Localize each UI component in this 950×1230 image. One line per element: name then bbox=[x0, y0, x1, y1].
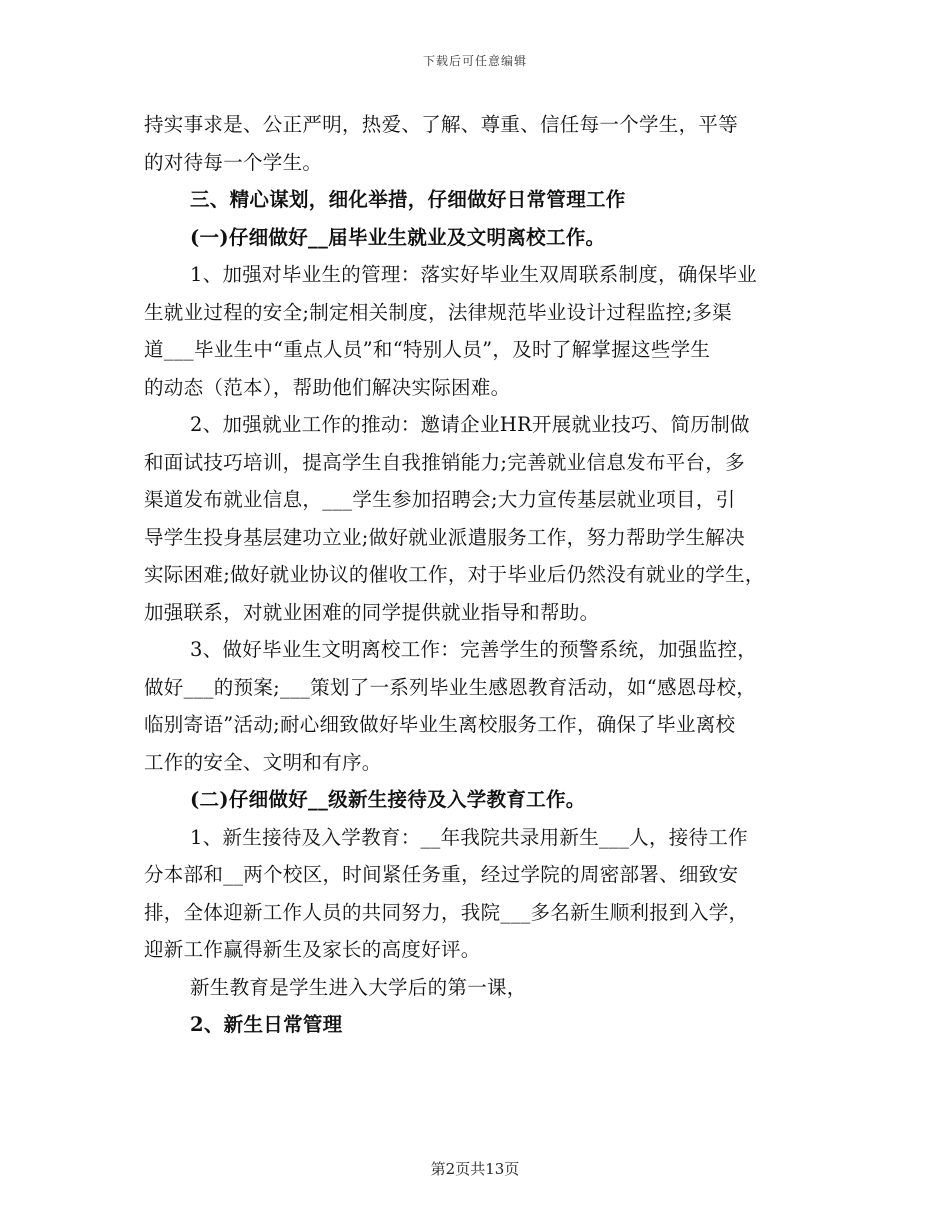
paragraph-start: 3、做好毕业生文明离校工作：完善学生的预警系统，加强监控， bbox=[190, 638, 758, 661]
body-line: 导学生投身基层建功立业;做好就业派遣服务工作，努力帮助学生解决 bbox=[144, 525, 745, 549]
document-body bbox=[144, 106, 820, 1044]
body-line: 迎新工作赢得新生及家长的高度好评。 bbox=[144, 938, 481, 961]
paragraph-start: 1、加强对毕业生的管理：落实好毕业生双周联系制度，确保毕业 bbox=[190, 263, 758, 286]
body-line: 和面试技巧培训，提高学生自我推销能力;完善就业信息发布平台，多 bbox=[144, 450, 745, 474]
section-heading: 三、精心谋划，细化举措，仔细做好日常管理工作 bbox=[190, 188, 626, 211]
subsection-heading: (二)仔细做好__级新生接待及入学教育工作。 bbox=[190, 788, 586, 811]
body-line: 的对待每一个学生。 bbox=[144, 150, 323, 174]
page-number: 第2页共13页 bbox=[430, 1160, 520, 1178]
body-line: 工作的安全、文明和有序。 bbox=[144, 750, 382, 774]
subsection-heading: (一)仔细做好__届毕业生就业及文明离校工作。 bbox=[190, 225, 606, 249]
page-header-note: 下载后可任意编辑 bbox=[422, 54, 527, 68]
subsection-heading: 2、新生日常管理 bbox=[190, 1013, 343, 1036]
body-line: 的动态（范本），帮助他们解决实际困难。 bbox=[144, 375, 511, 399]
body-line: 排，全体迎新工作人员的共同努力，我院___多名新生顺利报到入学， bbox=[144, 900, 749, 924]
paragraph-start: 2、加强就业工作的推动：邀请企业HR开展就业技巧、简历制做 bbox=[190, 413, 750, 436]
body-line: 渠道发布就业信息，___学生参加招聘会;大力宣传基层就业项目，引 bbox=[144, 488, 736, 511]
body-line: 临别寄语”活动;耐心细致做好毕业生离校服务工作，确保了毕业离校 bbox=[144, 713, 736, 736]
paragraph-start: 1、新生接待及入学教育：__年我院共录用新生___人，接待工作 bbox=[190, 825, 748, 849]
body-line: 实际困难;做好就业协议的催收工作，对于毕业后仍然没有就业的学生， bbox=[144, 563, 765, 586]
paragraph-start: 新生教育是学生进入大学后的第一课， bbox=[190, 975, 527, 999]
body-line: 生就业过程的安全;制定相关制度，法律规范毕业设计过程监控;多渠 bbox=[144, 300, 732, 324]
body-line: 持实事求是、公正严明，热爱、了解、尊重、信任每一个学生，平等 bbox=[144, 113, 739, 136]
body-line: 做好___的预案;___策划了一系列毕业生感恩教育活动，如“感恩母校， bbox=[144, 675, 757, 699]
body-line: 分本部和__两个校区，时间紧任务重，经过学院的周密部署、细致安 bbox=[144, 863, 739, 886]
body-line: 加强联系，对就业困难的同学提供就业指导和帮助。 bbox=[144, 600, 600, 624]
body-line: 道___毕业生中“重点人员”和“特别人员”，及时了解掌握这些学生 bbox=[144, 338, 711, 361]
